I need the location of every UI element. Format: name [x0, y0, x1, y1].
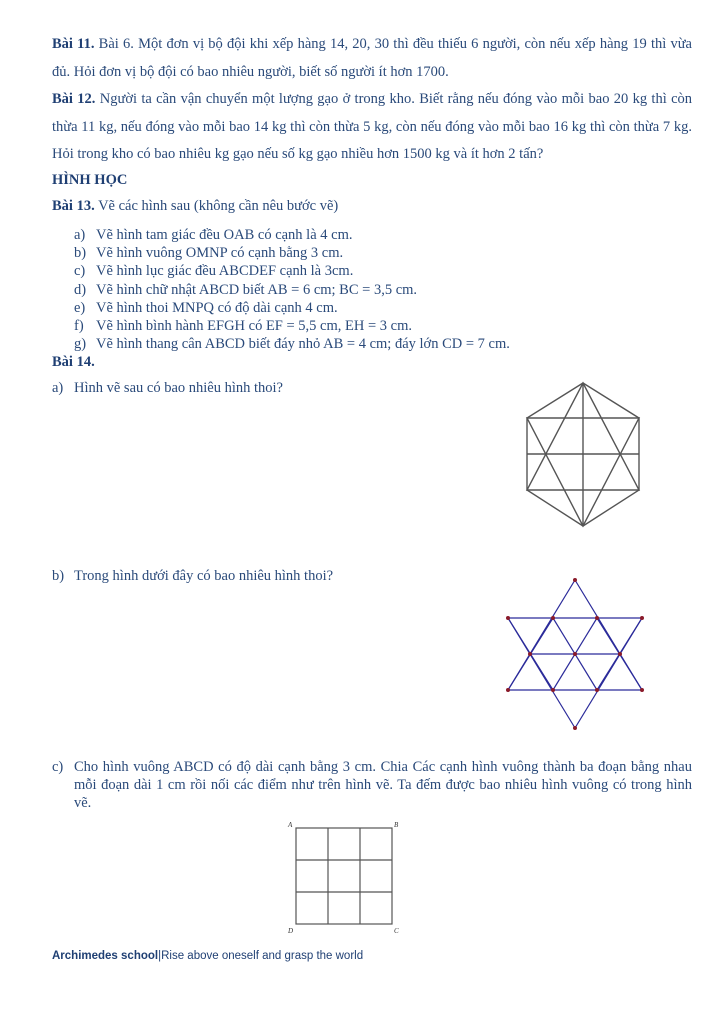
exercise-14b: b) Trong hình dưới đây có bao nhiêu hình thoi?: [52, 568, 334, 584]
list-item: d) Vẽ hình chữ nhật ABCD biết AB = 6 cm; BC = 3,5 cm.: [74, 281, 418, 298]
exercise-13-label: Bài 13.: [52, 198, 95, 214]
exercise-11: [52, 31, 692, 86]
label-d: D: [288, 927, 294, 935]
star-rhombus-figure: [500, 576, 650, 732]
hexagon-rhombus-figure: [518, 380, 648, 530]
exercise-14-label: Bài 14.: [52, 354, 95, 370]
list-item: b) Vẽ hình vuông OMNP có cạnh bằng 3 cm.: [74, 245, 344, 262]
label-a: A: [288, 821, 293, 829]
grid-square-figure: [286, 818, 406, 938]
exercise-12-text: Người ta cần vận chuyển một lượng gạo ở trong kho. Biết rằng nếu đóng vào mỗi bao 20 kg thì còn thừa 11 kg, nếu đóng vào mỗi bao 14 kg thì còn thừa 5 kg, còn nếu đóng vào mỗi bao 16 kg thì còn thừa 7 kg. Hỏi trong kho có bao nhiêu kg gạo nếu số kg gạo nhiều hơn 1500 kg và ít hơn 2 tấn?: [52, 91, 692, 162]
footer-separator: |: [158, 950, 162, 962]
footer-school: Archimedes school: [52, 950, 159, 962]
exercise-14c: c) Cho hình vuông ABCD có độ dài cạnh bằng 3 cm. Chia Các cạnh hình vuông thành ba đoạn bằng nhau mỗi đoạn dài 1 cm rồi nối các điểm như trên hình vẽ. Ta đếm được bao nhiêu hình vuông có trong hình vẽ.: [52, 759, 692, 811]
label-c: C: [394, 927, 399, 935]
list-item: e) Vẽ hình thoi MNPQ có độ dài cạnh 4 cm.: [74, 299, 338, 316]
list-item: c) Vẽ hình lục giác đều ABCDEF cạnh là 3cm.: [74, 263, 354, 280]
list-item: a) Vẽ hình tam giác đều OAB có cạnh là 4 cm.: [74, 227, 353, 243]
label-b: B: [394, 821, 399, 829]
list-item: f) Vẽ hình bình hành EFGH có EF = 5,5 cm, EH = 3 cm.: [74, 318, 412, 335]
exercise-12: [52, 86, 692, 169]
exercise-12-label: Bài 12.: [52, 91, 96, 107]
exercise-11-label: Bài 11.: [52, 36, 95, 52]
exercise-13-list: [74, 226, 510, 353]
section-heading-geometry: HÌNH HỌC: [52, 172, 128, 188]
footer-slogan: Rise above oneself and grasp the world: [161, 950, 364, 962]
exercise-13: [52, 198, 338, 215]
exercise-13-text: Vẽ các hình sau (không cần nêu bước vẽ): [94, 198, 339, 214]
list-item: g) Vẽ hình thang cân ABCD biết đáy nhỏ AB = 4 cm; đáy lớn CD = 7 cm.: [74, 336, 510, 353]
exercise-11-text: Bài 6. Một đơn vị bộ đội khi xếp hàng 14, 20, 30 thì đều thiếu 6 người, còn nếu xếp hàng 19 thì vừa đủ. Hỏi đơn vị bộ đội có bao nhiêu người, biết số người ít hơn 1700.: [52, 36, 692, 80]
exercise-14a: a) Hình vẽ sau có bao nhiêu hình thoi?: [52, 380, 283, 396]
footer: [52, 950, 363, 962]
